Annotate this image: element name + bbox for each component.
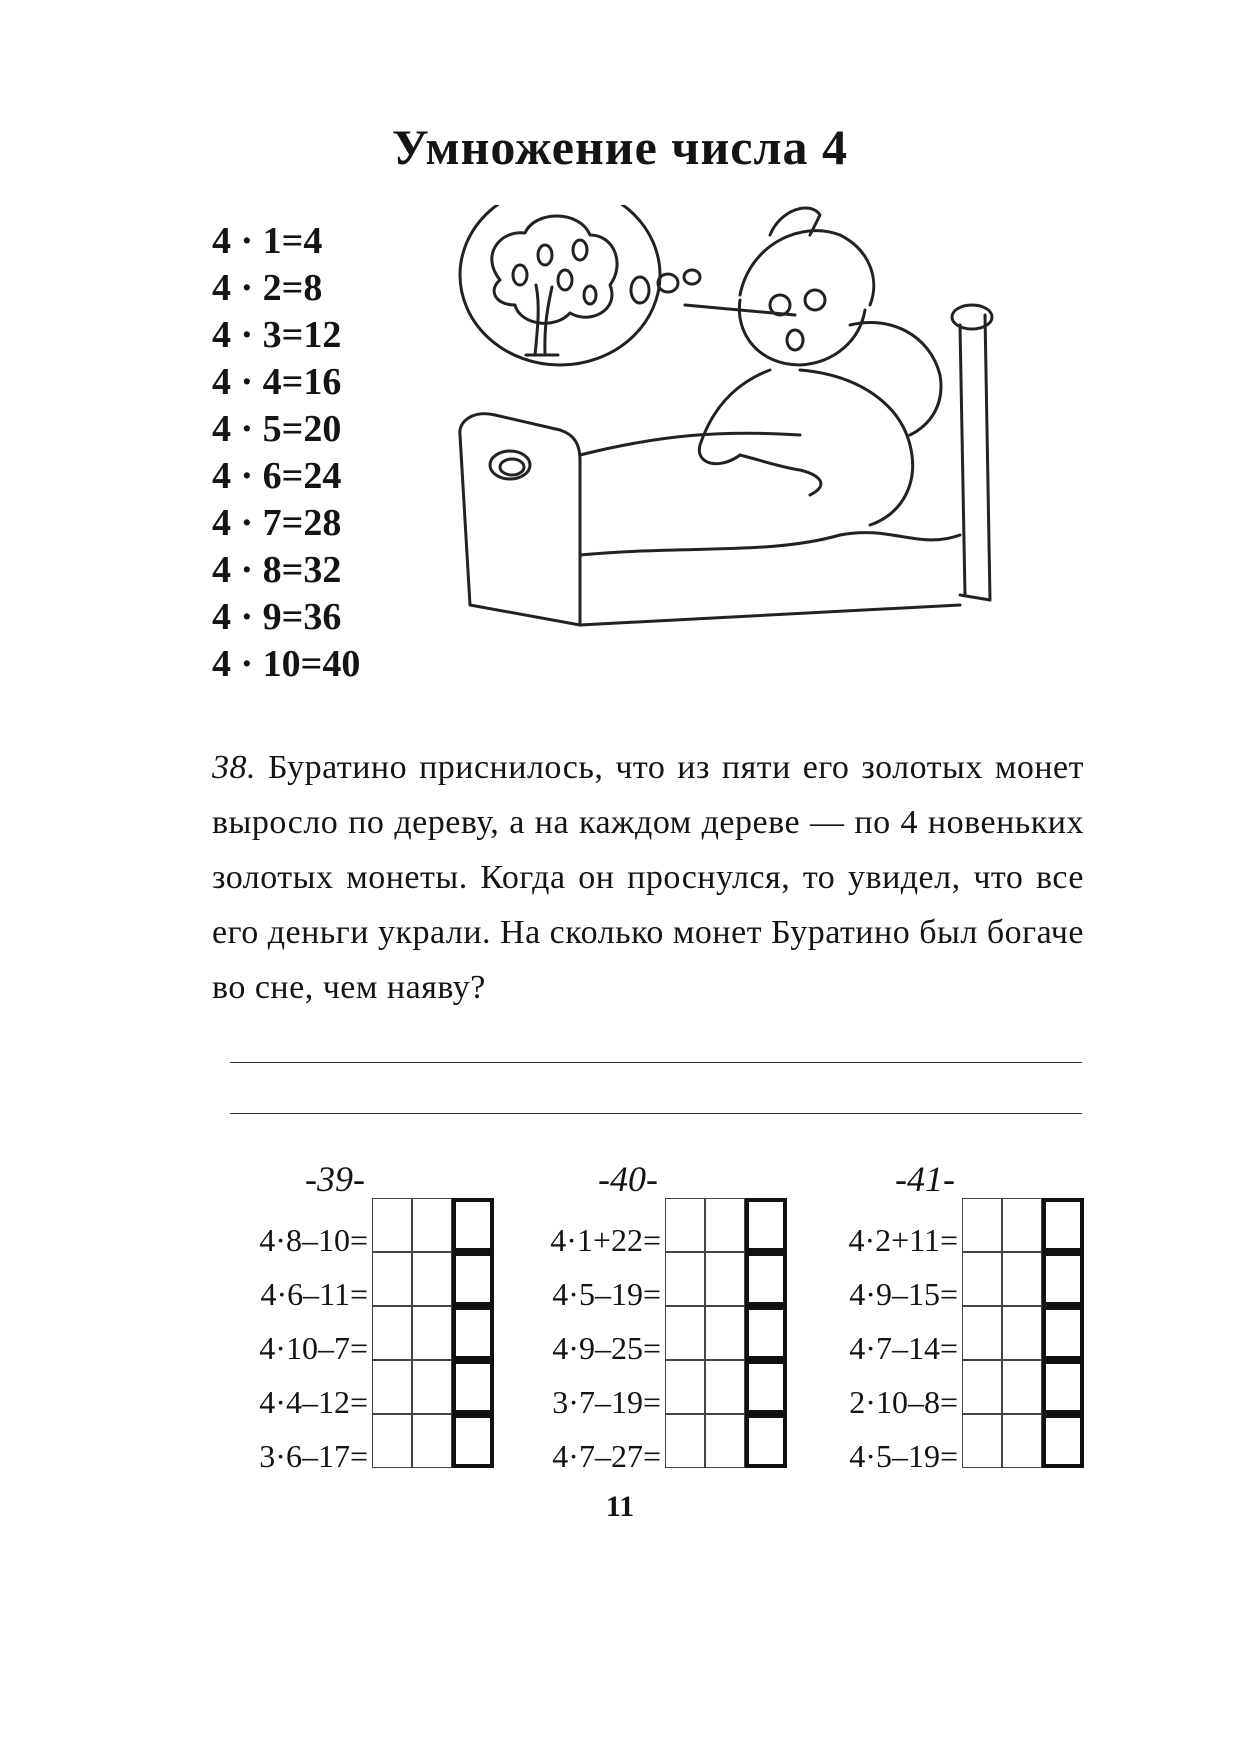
answer-cell[interactable] (1002, 1360, 1042, 1414)
answer-cell-bold[interactable] (452, 1306, 494, 1360)
table-row: 4 · 6=24 (212, 455, 342, 497)
exercise-40-label: -40- (598, 1159, 658, 1199)
answer-cell-bold[interactable] (1042, 1252, 1084, 1306)
answer-cell[interactable] (705, 1252, 745, 1306)
answer-cell[interactable] (1002, 1252, 1042, 1306)
answer-cell[interactable] (705, 1198, 745, 1252)
expression: 4·8–10= (259, 1222, 368, 1258)
table-row: 4 · 10=40 (212, 643, 361, 685)
answer-cell[interactable] (1002, 1306, 1042, 1360)
exercise-39-label: -39- (305, 1159, 365, 1199)
answer-cell[interactable] (372, 1198, 412, 1252)
problem-number: 38. (212, 749, 256, 786)
answer-cell[interactable] (705, 1360, 745, 1414)
expression: 3·7–19= (552, 1384, 661, 1420)
answer-cell-bold[interactable] (452, 1360, 494, 1414)
expression: 2·10–8= (849, 1384, 958, 1420)
answer-cell-bold[interactable] (452, 1414, 494, 1468)
answer-cell[interactable] (665, 1414, 705, 1468)
expression: 4·5–19= (849, 1438, 958, 1474)
page-title: Умножение числа 4 (391, 119, 849, 175)
word-problem (212, 740, 1084, 1015)
answer-cell[interactable] (665, 1252, 705, 1306)
answer-cell[interactable] (412, 1306, 452, 1360)
multiplication-table (212, 218, 360, 688)
answer-cell-bold[interactable] (1042, 1414, 1084, 1468)
answer-cell[interactable] (665, 1198, 705, 1252)
table-row: 4 · 9=36 (212, 596, 342, 638)
pinocchio-illustration (440, 205, 1090, 705)
answer-cell[interactable] (412, 1252, 452, 1306)
answer-line[interactable] (230, 1113, 1082, 1114)
answer-cell-bold[interactable] (745, 1360, 787, 1414)
answer-cell-bold[interactable] (452, 1252, 494, 1306)
expression: 4·6–11= (260, 1276, 368, 1312)
problem-text: Буратино приснилось, что из пяти его золотых монет выросло по дереву, а на каждом дереве — по 4 новеньких золотых монеты. Когда он проснулся, то увидел, что все его деньги украли. На сколько монет Буратино был богаче во сне, чем наяву? (212, 749, 1085, 1006)
expression: 4·7–27= (552, 1438, 661, 1474)
expression: 4·9–25= (552, 1330, 661, 1366)
answer-cell[interactable] (962, 1198, 1002, 1252)
answer-cell-bold[interactable] (745, 1252, 787, 1306)
answer-cell-bold[interactable] (745, 1414, 787, 1468)
table-row: 4 · 5=20 (212, 408, 342, 450)
table-row: 4 · 3=12 (212, 314, 342, 356)
answer-cell-bold[interactable] (452, 1198, 494, 1252)
expression: 4·7–14= (849, 1330, 958, 1366)
answer-cell[interactable] (665, 1360, 705, 1414)
answer-cell[interactable] (1002, 1414, 1042, 1468)
expression: 4·1+22= (550, 1222, 661, 1258)
answer-cell-bold[interactable] (1042, 1306, 1084, 1360)
answer-cell[interactable] (962, 1360, 1002, 1414)
expression: 4·5–19= (552, 1276, 661, 1312)
thought-bubble-icon (460, 205, 700, 365)
answer-cell[interactable] (962, 1306, 1002, 1360)
pinocchio-icon (685, 208, 941, 525)
answer-cell[interactable] (412, 1360, 452, 1414)
answer-cell[interactable] (705, 1414, 745, 1468)
answer-cell[interactable] (962, 1414, 1002, 1468)
table-row: 4 · 2=8 (212, 267, 323, 309)
answer-cell-bold[interactable] (1042, 1360, 1084, 1414)
table-row: 4 · 1=4 (212, 220, 323, 262)
table-row: 4 · 8=32 (212, 549, 342, 591)
answer-cell-bold[interactable] (745, 1198, 787, 1252)
answer-cell[interactable] (665, 1306, 705, 1360)
answer-line[interactable] (230, 1062, 1082, 1063)
answer-cell[interactable] (372, 1252, 412, 1306)
answer-cell[interactable] (412, 1198, 452, 1252)
answer-cell[interactable] (1002, 1198, 1042, 1252)
answer-cell-bold[interactable] (1042, 1198, 1084, 1252)
answer-cell[interactable] (412, 1414, 452, 1468)
table-row: 4 · 7=28 (212, 502, 342, 544)
expression: 4·2+11= (848, 1222, 958, 1258)
table-row: 4 · 4=16 (212, 361, 342, 403)
answer-cell[interactable] (372, 1306, 412, 1360)
answer-cell-bold[interactable] (745, 1306, 787, 1360)
page-number: 11 (605, 1490, 635, 1523)
expression: 3·6–17= (259, 1438, 368, 1474)
answer-cell[interactable] (372, 1360, 412, 1414)
exercise-41-label: -41- (895, 1159, 955, 1199)
answer-cell[interactable] (962, 1252, 1002, 1306)
answer-cell[interactable] (372, 1414, 412, 1468)
answer-cell[interactable] (705, 1306, 745, 1360)
expression: 4·9–15= (849, 1276, 958, 1312)
expression: 4·4–12= (259, 1384, 368, 1420)
expression: 4·10–7= (259, 1330, 368, 1366)
